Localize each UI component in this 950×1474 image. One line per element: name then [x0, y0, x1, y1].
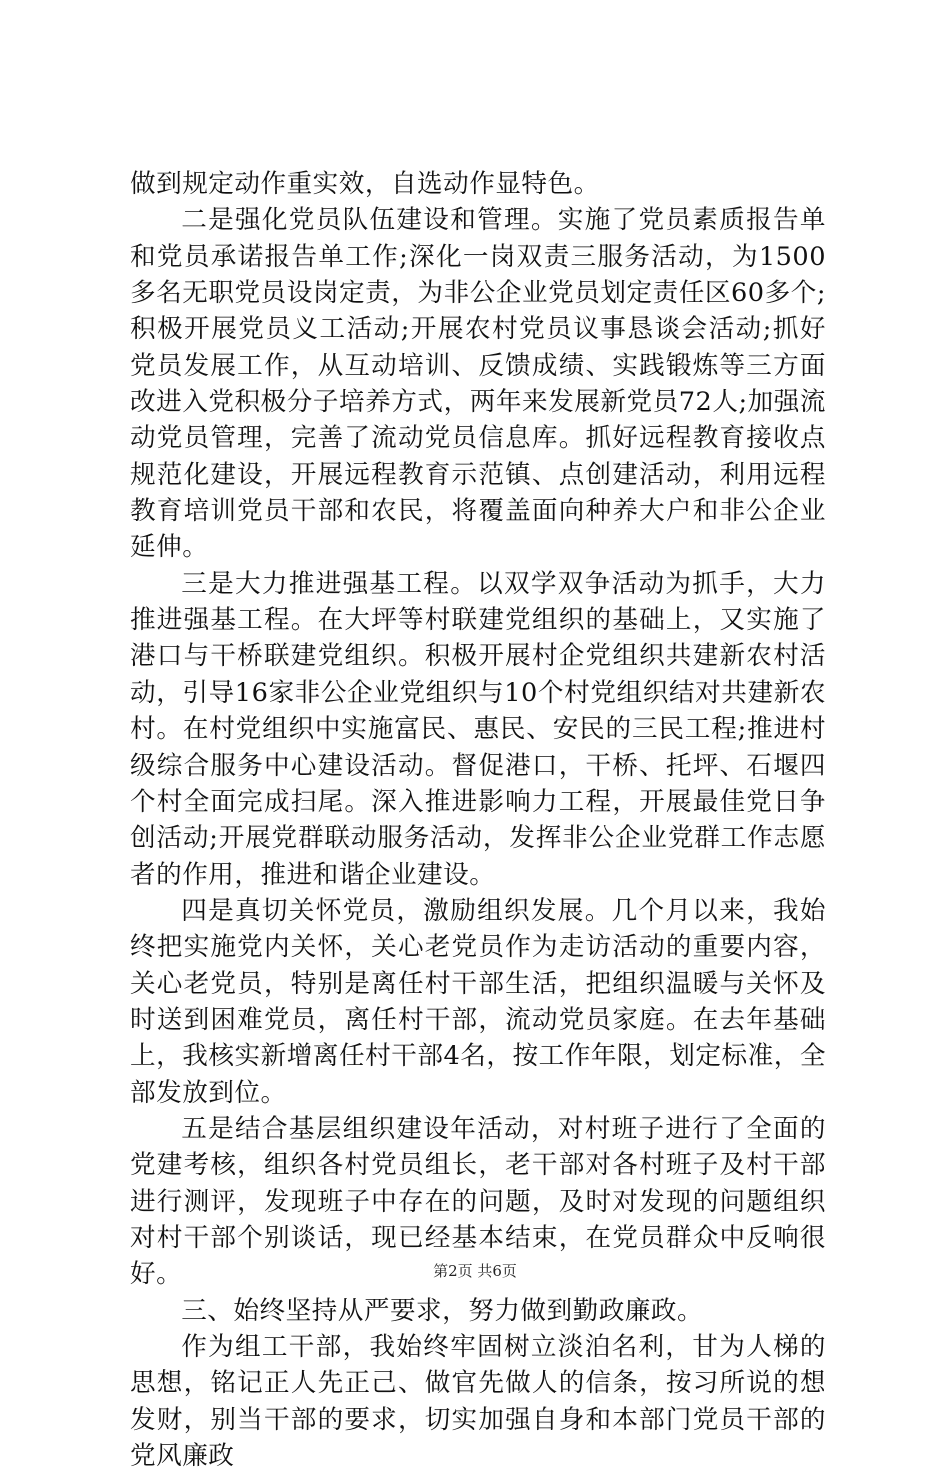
paragraph-grassroots-organization: 五是结合基层组织建设年活动，对村班子进行了全面的党建考核，组织各村党员组长，老干部对各村班子及村干部进行测评，发现班子中存在的问题，及时对发现的问题组织对村干部个别谈话，现已经基本结束，在党员群众中反响很好。 [130, 1113, 826, 1290]
paragraph-party-member-team: 二是强化党员队伍建设和管理。实施了党员素质报告单和党员承诺报告单工作;深化一岗双责三服务活动，为1500多名无职党员设岗定责，为非公企业党员划定责任区60多个;积极开展党员义工活动;开展农村党员议事恳谈会活动;抓好党员发展工作，从互动培训、反馈成绩、实践锻炼等三方面改进入党积极分子培养方式，两年来发展新党员72人;加强流动党员管理，完善了流动党员信息库。抓好远程教育接收点规范化建设，开展远程教育示范镇、点创建活动，利用远程教育培训党员干部和农民，将覆盖面向种养大户和非公企业延伸。 [130, 205, 826, 563]
page-number-footer: 第2页 共6页 [433, 1262, 517, 1280]
paragraph-continuation: 做到规定动作重实效，自选动作显特色。 [130, 169, 600, 199]
paragraph-integrity: 作为组工干部，我始终牢固树立淡泊名利，甘为人梯的思想，铭记正人先正己、做官先做人的信条，按习所说的想发财，别当干部的要求，切实加强自身和本部门党员干部的党风廉政 [130, 1332, 826, 1472]
paragraph-strengthen-foundation: 三是大力推进强基工程。以双学双争活动为抓手，大力推进强基工程。在大坪等村联建党组织的基础上，又实施了港口与干桥联建党组织。积极开展村企党组织共建新农村活动，引导16家非公企业党组织与10个村党组织结对共建新农村。在村党组织中实施富民、惠民、安民的三民工程;推进村级综合服务中心建设活动。督促港口，干桥、托坪、石堰四个村全面完成扫尾。深入推进影响力工程，开展最佳党日争创活动;开展党群联动服务活动，发挥非公企业党群工作志愿者的作用，推进和谐企业建设。 [130, 568, 826, 890]
paragraph-care-for-members: 四是真切关怀党员，激励组织发展。几个月以来，我始终把实施党内关怀，关心老党员作为走访活动的重要内容，关心老党员，特别是离任村干部生活，把组织温暖与关怀及时送到困难党员，离任村干部，流动党员家庭。在去年基础上，我核实新增离任村干部4名，按工作年限，划定标准，全部发放到位。 [130, 895, 826, 1108]
section-heading-strict-requirements: 三、始终坚持从严要求，努力做到勤政廉政。 [181, 1295, 704, 1326]
